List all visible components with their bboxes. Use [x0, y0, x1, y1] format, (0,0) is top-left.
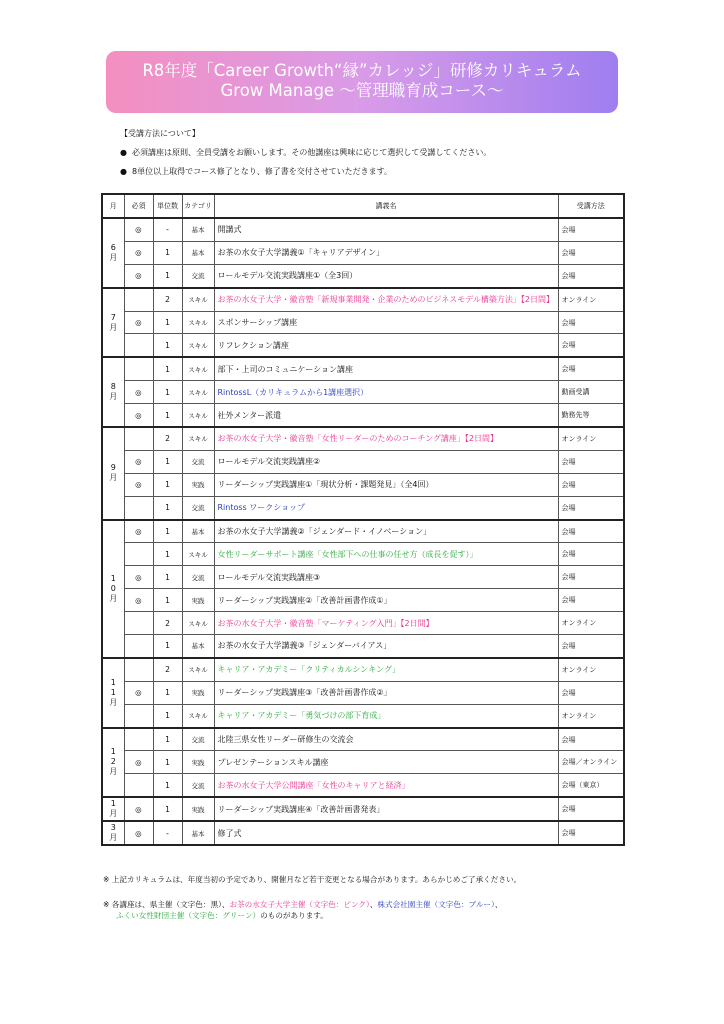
required-cell: ◎: [124, 589, 153, 612]
title-line-1: R8年度「Career Growth“縁”カレッジ」研修カリキュラム: [142, 61, 582, 80]
required-cell: ◎: [124, 520, 153, 543]
method-cell: 会場: [558, 334, 624, 357]
category-cell: スキル: [182, 427, 214, 450]
lecture-name-cell: リーダーシップ実践講座④「改善計画書発表」: [214, 797, 558, 821]
note-2: [103, 899, 502, 910]
category-cell: スキル: [182, 543, 214, 566]
lecture-name-cell: リーダーシップ実践講座②「改善計画書作成①」: [214, 589, 558, 612]
units-cell: 1: [153, 728, 182, 751]
method-cell: 会場: [558, 728, 624, 751]
table-header-row: [102, 194, 624, 218]
lecture-name-cell: ロールモデル交流実践講座①（全3回）: [214, 264, 558, 287]
note-2-e: 、: [494, 900, 503, 909]
units-cell: 1: [153, 566, 182, 589]
units-cell: 1: [153, 264, 182, 287]
method-cell: 会場: [558, 635, 624, 658]
category-cell: 実践: [182, 589, 214, 612]
required-cell: [124, 288, 153, 311]
units-cell: 1: [153, 334, 182, 357]
category-cell: 交流: [182, 450, 214, 473]
table-row: [102, 658, 624, 681]
month-label: 6月: [109, 242, 118, 262]
lecture-name-cell: キャリア・アカデミー「クリティカルシンキング」: [214, 658, 558, 681]
curriculum-table: [101, 193, 625, 846]
category-cell: スキル: [182, 404, 214, 427]
required-cell: [124, 612, 153, 635]
note-2-green: ふくい女性財団主催（文字色：グリーン）: [116, 911, 261, 920]
bullet-icon: ●: [120, 167, 127, 176]
lecture-name-cell: 部下・上司のコミュニケーション講座: [214, 357, 558, 380]
lecture-name-cell: 修了式: [214, 821, 558, 845]
table-body: [102, 218, 624, 845]
category-cell: 基本: [182, 520, 214, 543]
intro-bullet-2: [120, 162, 491, 181]
units-cell: 2: [153, 427, 182, 450]
required-cell: [124, 728, 153, 751]
table-row: [102, 774, 624, 797]
method-cell: オンライン: [558, 612, 624, 635]
note-2-blue: 株式会社園主催（文字色：ブルー）: [377, 900, 495, 909]
category-cell: 実践: [182, 751, 214, 774]
units-cell: 1: [153, 311, 182, 334]
method-cell: オンライン: [558, 288, 624, 311]
required-cell: ◎: [124, 218, 153, 241]
month-label: 11月: [109, 677, 118, 707]
units-cell: 1: [153, 774, 182, 797]
units-cell: 1: [153, 589, 182, 612]
category-cell: 基本: [182, 821, 214, 845]
method-cell: 会場（東京）: [558, 774, 624, 797]
category-cell: 交流: [182, 566, 214, 589]
units-cell: 1: [153, 635, 182, 658]
required-cell: [124, 658, 153, 681]
lecture-name-cell: お茶の水女子大学講義①「キャリアデザイン」: [214, 241, 558, 264]
category-cell: 実践: [182, 797, 214, 821]
table-row: [102, 612, 624, 635]
required-cell: ◎: [124, 473, 153, 496]
header-units: 単位数: [153, 194, 182, 218]
month-cell: [102, 288, 124, 358]
category-cell: 基本: [182, 635, 214, 658]
lecture-name-cell: 開講式: [214, 218, 558, 241]
table-row: [102, 797, 624, 821]
category-cell: 交流: [182, 496, 214, 519]
note-1: ※ 上記カリキュラムは、年度当初の予定であり、開催月など若干変更となる場合があります。あらかじめご了承ください。: [103, 875, 522, 884]
category-cell: スキル: [182, 334, 214, 357]
method-cell: 会場: [558, 543, 624, 566]
required-cell: [124, 635, 153, 658]
table-row: [102, 404, 624, 427]
header-name: 講義名: [214, 194, 558, 218]
method-cell: 会場: [558, 264, 624, 287]
required-cell: ◎: [124, 566, 153, 589]
month-cell: [102, 427, 124, 520]
method-cell: 会場／オンライン: [558, 751, 624, 774]
category-cell: スキル: [182, 381, 214, 404]
required-cell: ◎: [124, 311, 153, 334]
category-cell: 交流: [182, 728, 214, 751]
table-row: [102, 704, 624, 727]
method-cell: 会場: [558, 520, 624, 543]
table-row: [102, 520, 624, 543]
category-cell: スキル: [182, 612, 214, 635]
month-cell: [102, 821, 124, 845]
lecture-name-cell: ロールモデル交流実践講座②: [214, 450, 558, 473]
lecture-name-cell: リーダーシップ実践講座③「改善計画書作成②」: [214, 681, 558, 704]
method-cell: 会場: [558, 357, 624, 380]
required-cell: ◎: [124, 404, 153, 427]
category-cell: 実践: [182, 473, 214, 496]
category-cell: スキル: [182, 311, 214, 334]
category-cell: スキル: [182, 704, 214, 727]
bullet-icon: ●: [120, 148, 127, 157]
method-cell: 会場: [558, 218, 624, 241]
units-cell: 1: [153, 450, 182, 473]
title-line-2: Grow Manage ～管理職育成コース～: [220, 81, 504, 100]
lecture-name-cell: RintossL（カリキュラムから1講座選択）: [214, 381, 558, 404]
table-row: [102, 218, 624, 241]
method-cell: オンライン: [558, 427, 624, 450]
table-row: [102, 288, 624, 311]
method-cell: 会場: [558, 311, 624, 334]
lecture-name-cell: スポンサーシップ講座: [214, 311, 558, 334]
units-cell: 1: [153, 797, 182, 821]
table-row: [102, 751, 624, 774]
units-cell: 2: [153, 612, 182, 635]
table-row: [102, 264, 624, 287]
header-category: カテゴリ: [182, 194, 214, 218]
method-cell: 会場: [558, 450, 624, 473]
units-cell: 2: [153, 658, 182, 681]
header-required: 必須: [124, 194, 153, 218]
intro-bullet-1-text: 必須講座は原則、全員受講をお願いします。その他講座は興味に応じて選択して受講してください。: [132, 148, 492, 157]
lecture-name-cell: Rintoss ワークショップ: [214, 496, 558, 519]
required-cell: ◎: [124, 381, 153, 404]
month-cell: [102, 728, 124, 798]
required-cell: ◎: [124, 681, 153, 704]
required-cell: ◎: [124, 797, 153, 821]
category-cell: スキル: [182, 288, 214, 311]
method-cell: オンライン: [558, 658, 624, 681]
required-cell: ◎: [124, 751, 153, 774]
intro-bullet-1: [120, 143, 491, 162]
lecture-name-cell: プレゼンテーションスキル講座: [214, 751, 558, 774]
month-label: 10月: [109, 573, 118, 603]
note-2-a: ※ 各講座は、県主催（文字色：黒）、: [103, 900, 230, 909]
table-row: [102, 566, 624, 589]
lecture-name-cell: 社外メンター派遣: [214, 404, 558, 427]
required-cell: [124, 496, 153, 519]
note-2-pink: お茶の水女子大学主催（文字色：ピンク）: [229, 900, 370, 909]
units-cell: 1: [153, 496, 182, 519]
month-label: 8月: [109, 382, 118, 402]
required-cell: [124, 427, 153, 450]
method-cell: 会場: [558, 473, 624, 496]
month-cell: [102, 797, 124, 821]
required-cell: ◎: [124, 821, 153, 845]
table-row: [102, 681, 624, 704]
table-row: [102, 311, 624, 334]
lecture-name-cell: 女性リーダーサポート講座「女性部下への仕事の任せ方（成長を促す）」: [214, 543, 558, 566]
table-row: [102, 543, 624, 566]
lecture-name-cell: お茶の水女子大学・徽音塾「女性リーダーのためのコーチング講座」【2日間】: [214, 427, 558, 450]
lecture-name-cell: お茶の水女子大学講義②「ジェンダード・イノベーション」: [214, 520, 558, 543]
title-banner: [106, 51, 618, 113]
table-row: [102, 450, 624, 473]
table-row: [102, 381, 624, 404]
month-cell: [102, 357, 124, 427]
units-cell: 1: [153, 681, 182, 704]
lecture-name-cell: ロールモデル交流実践講座③: [214, 566, 558, 589]
category-cell: スキル: [182, 658, 214, 681]
required-cell: ◎: [124, 450, 153, 473]
category-cell: 基本: [182, 218, 214, 241]
method-cell: 会場: [558, 821, 624, 845]
method-cell: 会場: [558, 496, 624, 519]
note-2-g: のものがあります。: [260, 911, 328, 920]
units-cell: 1: [153, 357, 182, 380]
units-cell: 1: [153, 381, 182, 404]
note-2-cont: [116, 910, 328, 921]
category-cell: 交流: [182, 774, 214, 797]
units-cell: -: [153, 218, 182, 241]
table-row: [102, 635, 624, 658]
units-cell: 1: [153, 704, 182, 727]
units-cell: 2: [153, 288, 182, 311]
units-cell: 1: [153, 520, 182, 543]
method-cell: 会場: [558, 566, 624, 589]
units-cell: 1: [153, 241, 182, 264]
lecture-name-cell: リーダーシップ実践講座①「現状分析・課題発見」（全4回）: [214, 473, 558, 496]
table-row: [102, 427, 624, 450]
month-cell: [102, 218, 124, 288]
lecture-name-cell: お茶の水女子大学・徽音塾「新規事業開発・企業のためのビジネスモデル構築方法」【2日間】: [214, 288, 558, 311]
month-label: 7月: [109, 312, 118, 332]
method-cell: 会場: [558, 797, 624, 821]
month-label: 3月: [109, 823, 118, 843]
method-cell: 会場: [558, 241, 624, 264]
units-cell: 1: [153, 751, 182, 774]
table-row: [102, 496, 624, 519]
category-cell: 交流: [182, 264, 214, 287]
units-cell: -: [153, 821, 182, 845]
lecture-name-cell: 北陸三県女性リーダー研修生の交流会: [214, 728, 558, 751]
required-cell: [124, 357, 153, 380]
header-month: 月: [102, 194, 124, 218]
month-label: 12月: [109, 747, 118, 777]
intro-bullet-2-text: 8単位以上取得でコース修了となり、修了書を交付させていただきます。: [132, 167, 393, 176]
category-cell: スキル: [182, 357, 214, 380]
required-cell: [124, 704, 153, 727]
required-cell: [124, 334, 153, 357]
table-row: [102, 241, 624, 264]
method-cell: 会場: [558, 589, 624, 612]
month-label: 9月: [109, 463, 118, 483]
intro-heading: 【受講方法について】: [120, 129, 200, 138]
intro-section: [120, 124, 491, 181]
lecture-name-cell: お茶の水女子大学・徽音塾「マーケティング入門」【2日間】: [214, 612, 558, 635]
table-row: [102, 821, 624, 845]
table-row: [102, 589, 624, 612]
table-row: [102, 728, 624, 751]
table-row: [102, 334, 624, 357]
method-cell: 動画受講: [558, 381, 624, 404]
table-row: [102, 357, 624, 380]
method-cell: 会場: [558, 681, 624, 704]
category-cell: 実践: [182, 681, 214, 704]
month-cell: [102, 520, 124, 658]
lecture-name-cell: お茶の水女子大学講義③「ジェンダーバイアス」: [214, 635, 558, 658]
lecture-name-cell: リフレクション講座: [214, 334, 558, 357]
header-method: 受講方法: [558, 194, 624, 218]
required-cell: [124, 774, 153, 797]
required-cell: ◎: [124, 264, 153, 287]
method-cell: 勤務先等: [558, 404, 624, 427]
table-row: [102, 473, 624, 496]
required-cell: [124, 543, 153, 566]
units-cell: 1: [153, 543, 182, 566]
method-cell: オンライン: [558, 704, 624, 727]
category-cell: 基本: [182, 241, 214, 264]
month-cell: [102, 658, 124, 728]
lecture-name-cell: キャリア・アカデミー「勇気づけの部下育成」: [214, 704, 558, 727]
units-cell: 1: [153, 473, 182, 496]
note-2-c: 、: [369, 900, 378, 909]
units-cell: 1: [153, 404, 182, 427]
required-cell: ◎: [124, 241, 153, 264]
month-label: 1月: [109, 799, 118, 819]
lecture-name-cell: お茶の水女子大学公開講座「女性のキャリアと経済」: [214, 774, 558, 797]
